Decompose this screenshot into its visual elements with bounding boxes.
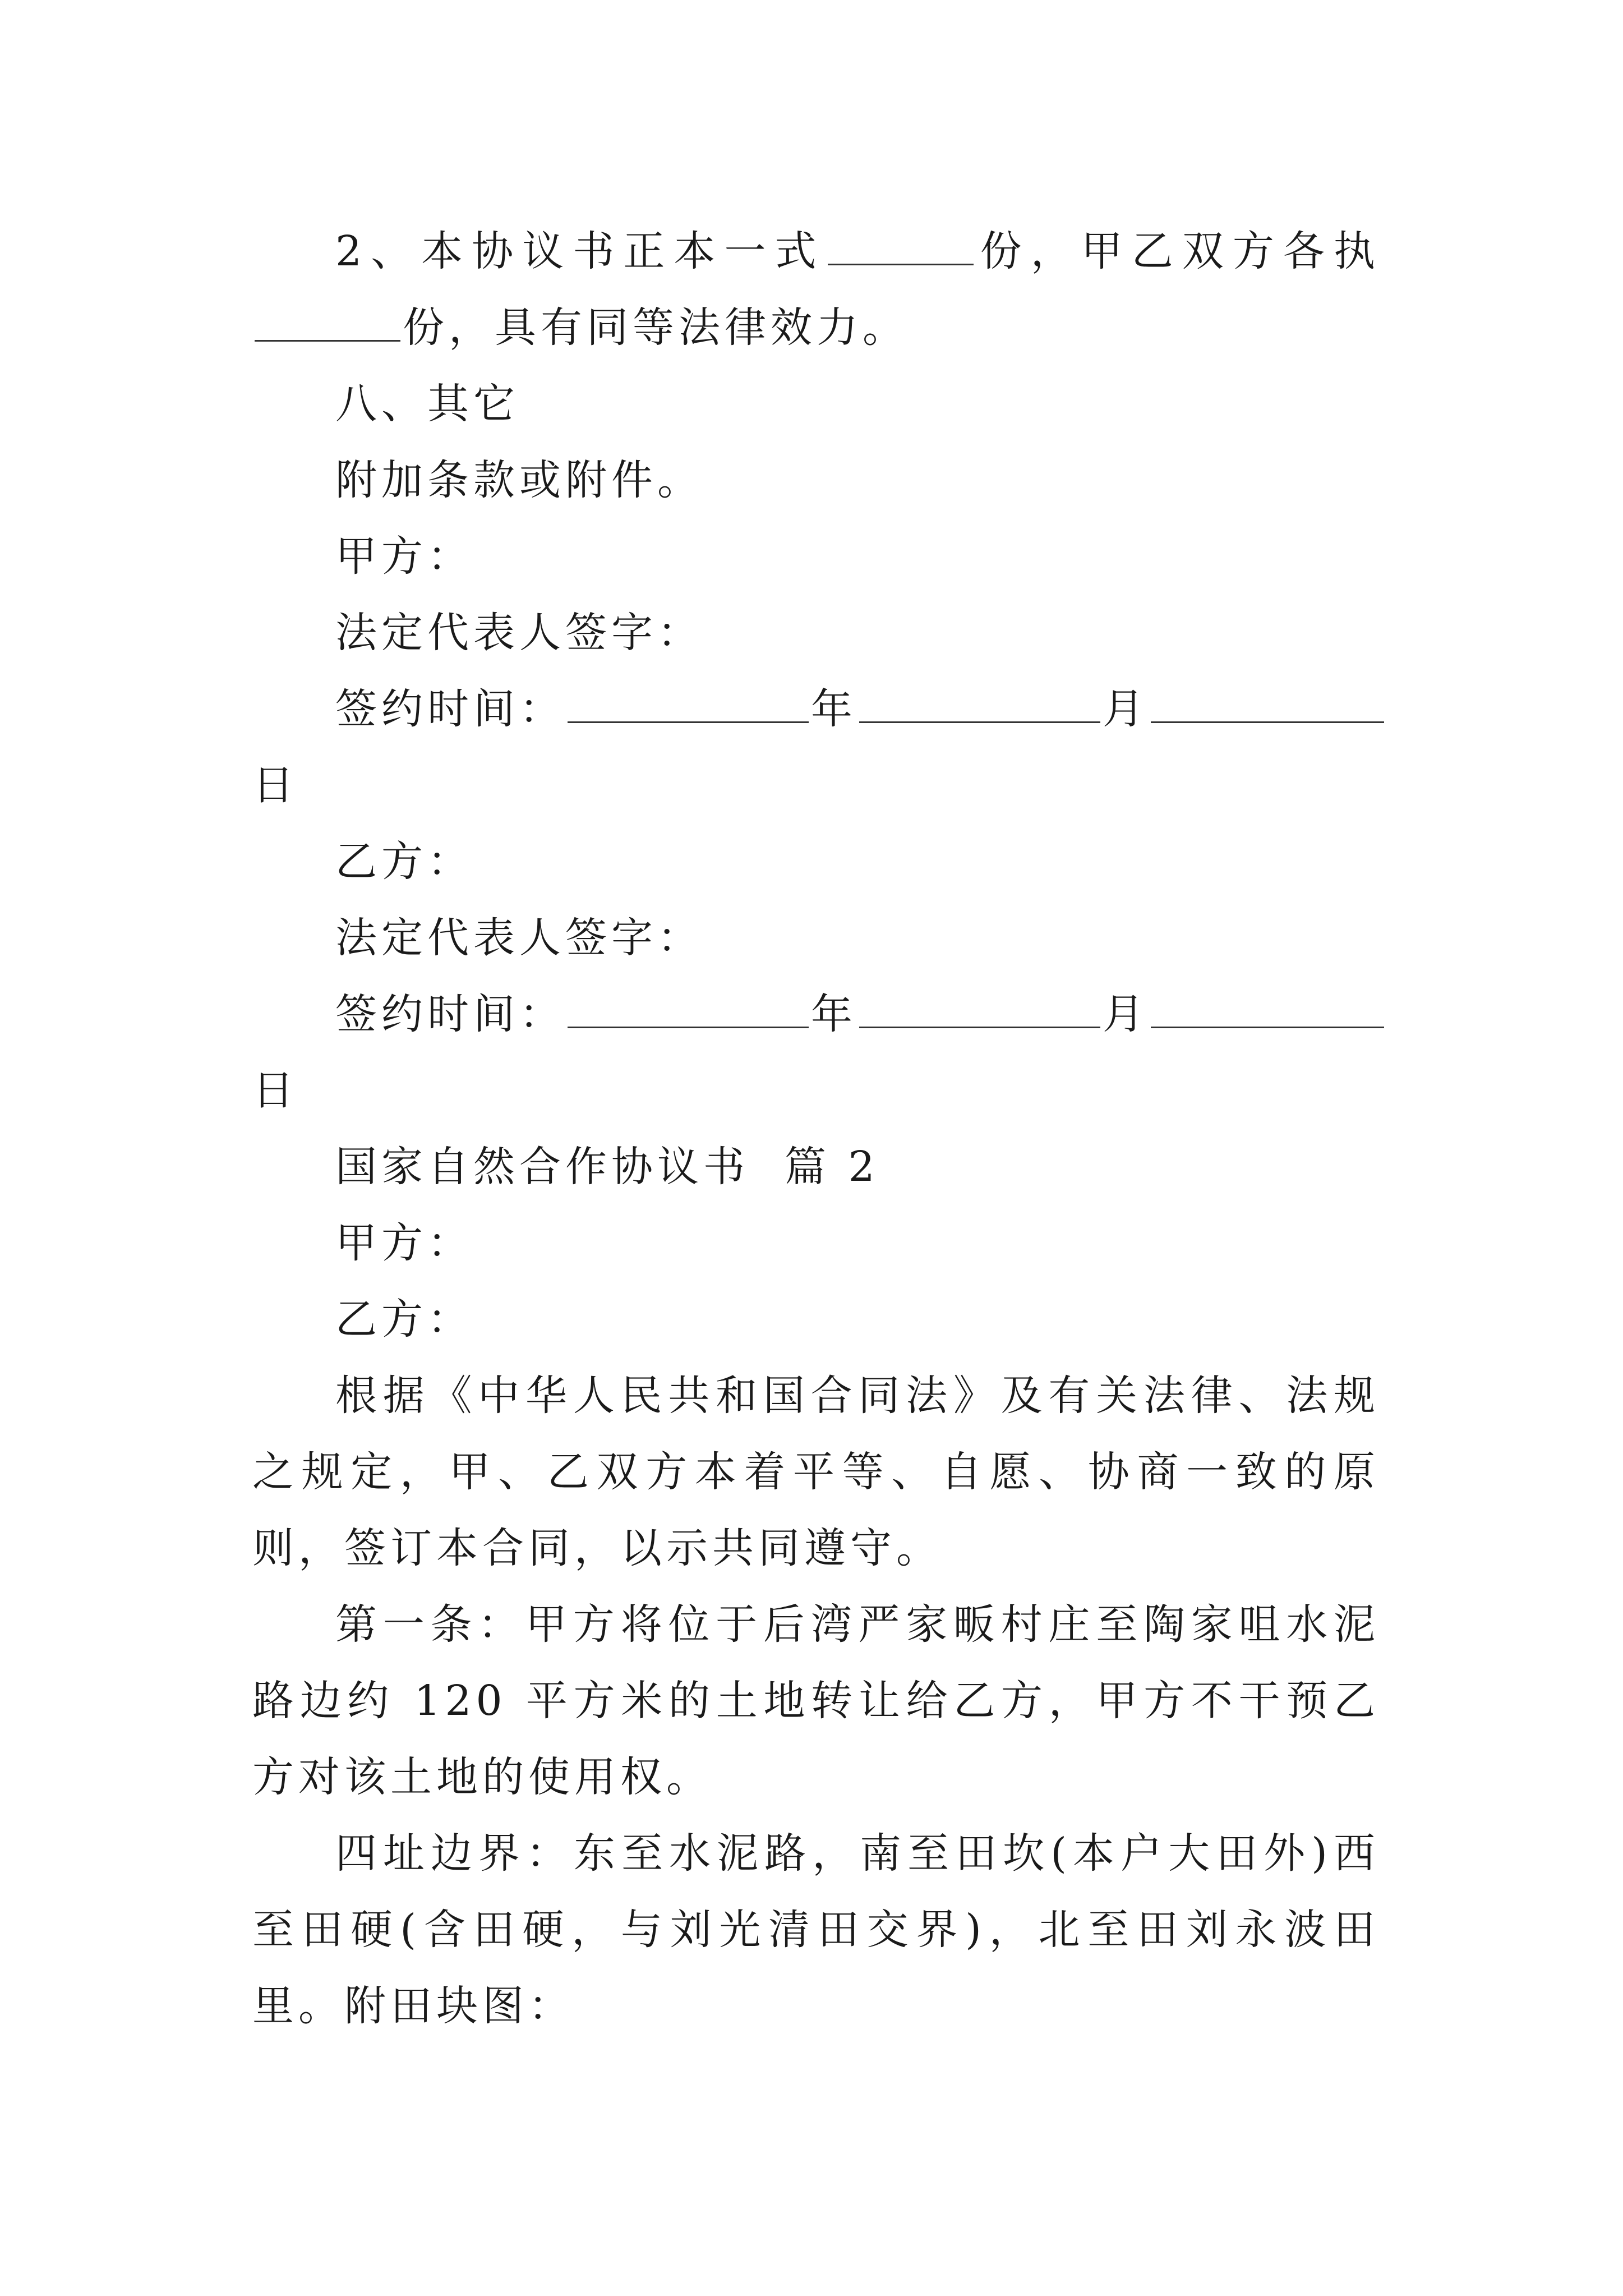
- section-other-content: 附加条款或附件。: [335, 456, 703, 504]
- article2-boundaries: 四址边界：东至水泥路，南至田坎(本户大田外)西至田硬(含田硬，与刘光清田交界)，北至田刘永波田里。附田块图：: [252, 1829, 1380, 2030]
- article2-party-a: 甲方：: [335, 1219, 473, 1267]
- party-b-label: 乙方：: [335, 838, 473, 886]
- party-a-year-text: 年: [811, 685, 857, 733]
- party-b-date-line: [252, 976, 1380, 1052]
- party-b-month-text: 月: [1103, 990, 1149, 1038]
- party-b-date-label: 签约时间：: [335, 990, 565, 1038]
- document-page: [252, 213, 1380, 2044]
- clause-copies: [252, 213, 1380, 366]
- clause-copies-text-3: 份，具有同等法律效力。: [403, 303, 909, 352]
- party-b-day-blank[interactable]: [1151, 991, 1384, 1028]
- section-heading-other: 八、其它: [335, 380, 519, 428]
- party-a-month-text: 月: [1103, 685, 1149, 733]
- article2-clause1: 第一条：甲方将位于后湾严家畈村庄至陶家咀水泥路边约 120 平方米的土地转让给乙方，甲方不干预乙方对该土地的使用权。: [252, 1600, 1380, 1801]
- party-a-month-blank[interactable]: [859, 685, 1100, 723]
- party-a-rep-label: 法定代表人签字：: [335, 609, 703, 657]
- party-b-month-blank[interactable]: [859, 991, 1100, 1028]
- party-a-date-line: [252, 671, 1380, 747]
- party-a-label: 甲方：: [335, 532, 473, 581]
- clause-copies-text-1: 2、本协议书正本一式: [335, 227, 826, 275]
- article2-title: 国家自然合作协议书 篇 2: [335, 1143, 879, 1191]
- party-a-date-label: 签约时间：: [335, 685, 565, 733]
- copies-each-blank[interactable]: [255, 304, 400, 342]
- party-b-year-text: 年: [811, 990, 857, 1038]
- party-b-rep-label: 法定代表人签字：: [335, 914, 703, 962]
- party-a-year-blank[interactable]: [568, 685, 809, 723]
- article2-preamble: 根据《中华人民共和国合同法》及有关法律、法规之规定，甲、乙双方本着平等、自愿、协商一致的原则，签订本合同，以示共同遵守。: [252, 1372, 1380, 1572]
- copies-total-blank[interactable]: [828, 228, 974, 265]
- article2-party-b: 乙方：: [335, 1295, 473, 1343]
- party-b-year-blank[interactable]: [568, 991, 809, 1028]
- party-a-day-text: 日: [252, 761, 298, 809]
- clause-copies-text-2: 份，甲乙双方各执: [975, 227, 1380, 275]
- party-a-day-blank[interactable]: [1151, 685, 1384, 723]
- party-b-day-text: 日: [252, 1066, 298, 1115]
